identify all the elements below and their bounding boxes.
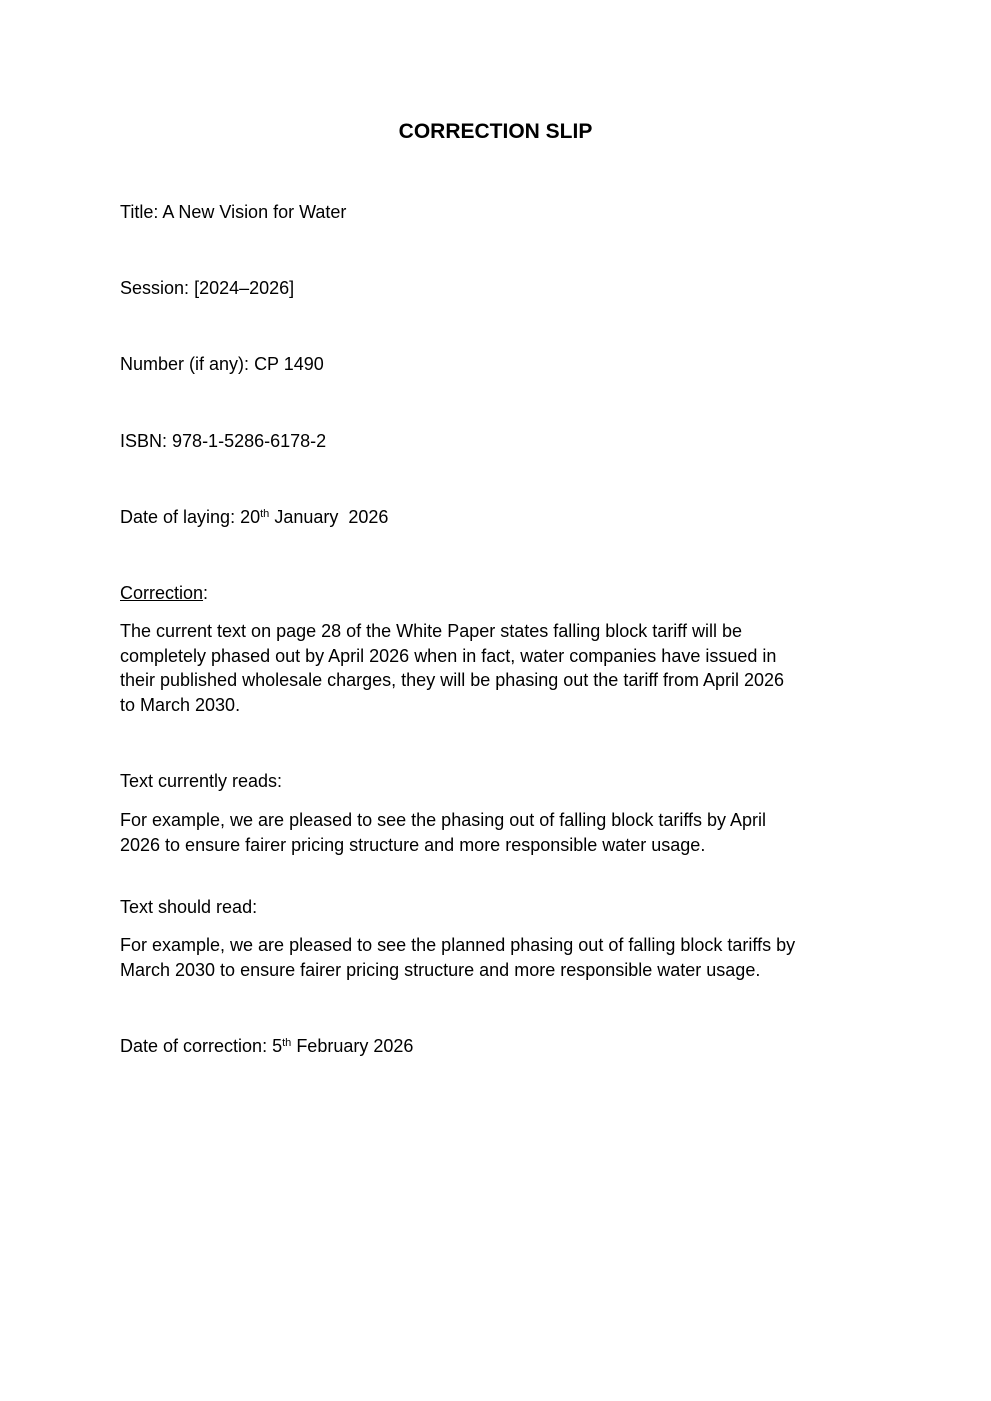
date-rest: January 2026: [274, 507, 389, 527]
paragraph-line: completely phased out by April 2026 when in fact, water companies have issued in: [120, 645, 777, 666]
date-of-correction-label: Date of correction:: [120, 1036, 268, 1056]
date-of-laying-label: Date of laying:: [120, 507, 236, 527]
current-text-label: Text currently reads:: [120, 771, 283, 791]
isbn-value: 978-1-5286-6178-2: [172, 431, 327, 451]
session-value: [2024–2026]: [194, 278, 295, 298]
session-field: [120, 276, 294, 301]
number-value: CP 1490: [254, 354, 324, 374]
date-day: 5: [272, 1036, 283, 1056]
should-read-label: Text should read:: [120, 897, 258, 917]
paragraph-line: to March 2030.: [120, 695, 241, 716]
current-text-paragraph: [120, 808, 766, 857]
correction-heading: [120, 581, 208, 606]
paragraph-line: The current text on page 28 of the White Paper states falling block tariff will be: [120, 621, 743, 641]
isbn-label: ISBN:: [120, 431, 168, 451]
should-read-paragraph: [120, 933, 795, 982]
title-field: [120, 200, 346, 225]
page-title: CORRECTION SLIP: [398, 120, 593, 143]
correction-label: Correction: [120, 583, 204, 603]
date-suffix: th: [282, 1037, 292, 1049]
date-of-laying-field: [120, 505, 388, 530]
number-field: [120, 352, 324, 377]
isbn-field: [120, 429, 326, 454]
title-label: Title:: [120, 202, 159, 222]
date-day: 20: [240, 507, 261, 527]
paragraph-line: their published wholesale charges, they will be phasing out the tariff from April 2026: [120, 670, 785, 691]
correction-paragraph: [120, 619, 784, 718]
date-of-correction-field: [120, 1034, 413, 1059]
title-value: A New Vision for Water: [162, 202, 347, 222]
paragraph-line: For example, we are pleased to see the planned phasing out of falling block tariffs by: [120, 935, 796, 955]
correction-colon: :: [203, 583, 209, 603]
number-label: Number (if any):: [120, 354, 250, 374]
session-label: Session:: [120, 278, 190, 298]
paragraph-line: 2026 to ensure fairer pricing structure and more responsible water usage.: [120, 834, 706, 855]
date-suffix: th: [260, 508, 270, 520]
paragraph-line: For example, we are pleased to see the phasing out of falling block tariffs by April: [120, 810, 767, 830]
paragraph-line: March 2030 to ensure fairer pricing structure and more responsible water usage.: [120, 959, 761, 980]
date-rest: February 2026: [296, 1036, 414, 1056]
